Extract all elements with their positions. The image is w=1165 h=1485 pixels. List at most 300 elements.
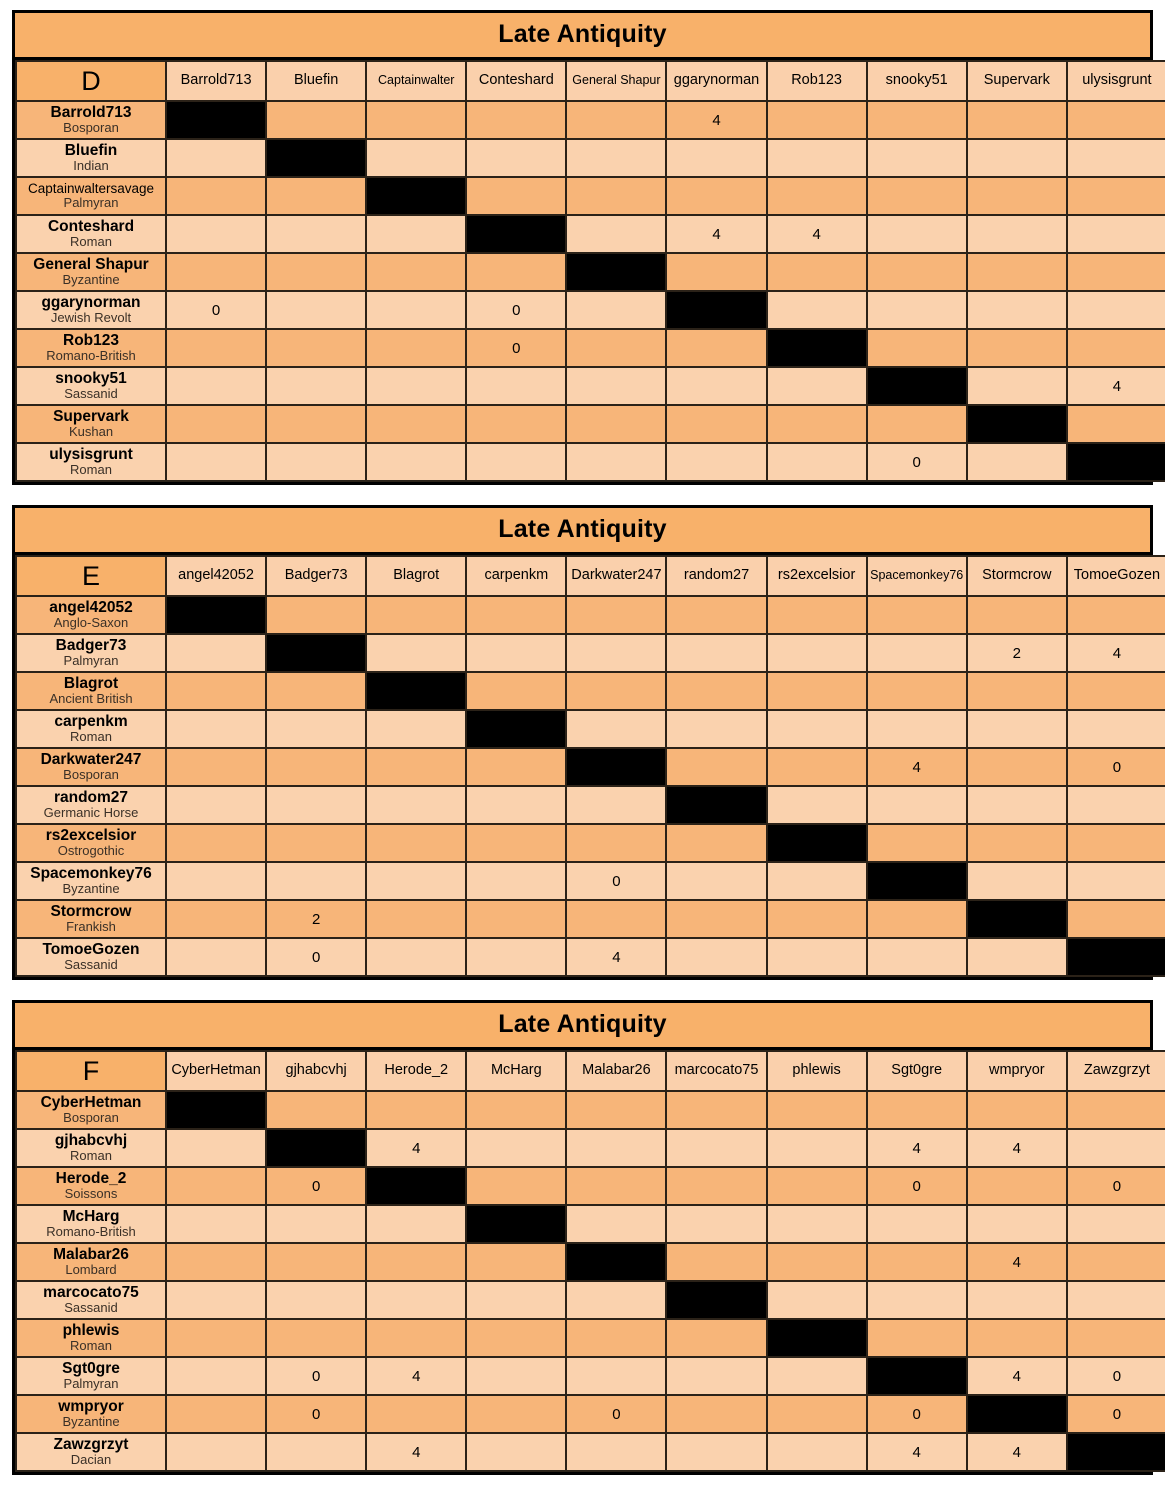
self-cell <box>266 634 366 672</box>
score-cell[interactable] <box>366 862 466 900</box>
self-cell <box>166 596 266 634</box>
score-cell[interactable] <box>366 1395 466 1433</box>
row-player-label <box>16 291 166 329</box>
score-cell[interactable] <box>566 367 666 405</box>
self-cell <box>366 177 466 215</box>
score-cell[interactable] <box>266 1243 366 1281</box>
score-cell[interactable] <box>867 1281 967 1319</box>
score-cell[interactable] <box>1067 824 1165 862</box>
row-player-label <box>16 1129 166 1167</box>
score-cell[interactable] <box>666 1205 766 1243</box>
score-cell[interactable] <box>566 1129 666 1167</box>
score-cell[interactable] <box>1067 1091 1165 1129</box>
score-cell[interactable]: 0 <box>166 291 266 329</box>
score-cell[interactable] <box>967 672 1067 710</box>
score-cell[interactable] <box>466 1243 566 1281</box>
score-cell[interactable] <box>1067 177 1165 215</box>
score-cell[interactable] <box>867 672 967 710</box>
score-cell[interactable] <box>166 215 266 253</box>
score-cell[interactable] <box>666 900 766 938</box>
score-cell[interactable] <box>967 443 1067 481</box>
score-cell[interactable]: 4 <box>666 215 766 253</box>
score-cell[interactable] <box>666 634 766 672</box>
score-cell[interactable] <box>166 862 266 900</box>
score-cell[interactable] <box>666 1167 766 1205</box>
score-cell[interactable] <box>566 291 666 329</box>
score-cell[interactable]: 4 <box>967 1357 1067 1395</box>
score-cell[interactable] <box>366 101 466 139</box>
score-cell[interactable] <box>366 291 466 329</box>
score-cell[interactable] <box>166 1357 266 1395</box>
score-cell[interactable] <box>767 710 867 748</box>
score-cell[interactable] <box>466 1167 566 1205</box>
score-cell[interactable] <box>666 367 766 405</box>
score-cell[interactable] <box>967 291 1067 329</box>
score-cell[interactable] <box>366 1281 466 1319</box>
score-cell[interactable] <box>466 367 566 405</box>
score-cell[interactable] <box>466 862 566 900</box>
score-cell[interactable] <box>566 405 666 443</box>
score-cell[interactable] <box>166 139 266 177</box>
score-cell[interactable]: 0 <box>266 1395 366 1433</box>
score-cell[interactable] <box>1067 405 1165 443</box>
score-cell[interactable] <box>666 329 766 367</box>
score-cell[interactable] <box>666 938 766 976</box>
score-cell[interactable] <box>1067 710 1165 748</box>
score-cell[interactable]: 2 <box>266 900 366 938</box>
score-cell[interactable]: 4 <box>867 748 967 786</box>
score-cell[interactable] <box>867 405 967 443</box>
score-cell[interactable]: 0 <box>266 1167 366 1205</box>
score-cell[interactable] <box>266 1319 366 1357</box>
score-cell[interactable] <box>166 1281 266 1319</box>
score-cell[interactable] <box>266 786 366 824</box>
score-cell[interactable] <box>266 1091 366 1129</box>
score-cell[interactable]: 0 <box>1067 1395 1165 1433</box>
score-cell[interactable] <box>666 710 766 748</box>
score-cell[interactable]: 4 <box>366 1129 466 1167</box>
score-cell[interactable] <box>967 1167 1067 1205</box>
score-cell[interactable] <box>967 1281 1067 1319</box>
score-cell[interactable] <box>366 596 466 634</box>
score-cell[interactable] <box>967 139 1067 177</box>
score-cell[interactable] <box>967 1205 1067 1243</box>
score-cell[interactable] <box>1067 1129 1165 1167</box>
row-player-label <box>16 862 166 900</box>
score-cell[interactable] <box>366 405 466 443</box>
score-cell[interactable]: 0 <box>867 1167 967 1205</box>
player-faction: Jewish Revolt <box>50 310 132 326</box>
player-faction: Roman <box>70 729 112 745</box>
score-cell[interactable]: 0 <box>1067 1167 1165 1205</box>
score-cell[interactable] <box>466 634 566 672</box>
score-cell[interactable]: 2 <box>967 634 1067 672</box>
score-cell[interactable] <box>266 710 366 748</box>
score-cell[interactable] <box>967 748 1067 786</box>
score-cell[interactable]: 4 <box>366 1357 466 1395</box>
score-cell[interactable] <box>867 101 967 139</box>
score-cell[interactable] <box>466 405 566 443</box>
score-cell[interactable] <box>1067 329 1165 367</box>
score-cell[interactable] <box>566 329 666 367</box>
score-cell[interactable] <box>366 710 466 748</box>
score-cell[interactable] <box>666 862 766 900</box>
score-cell[interactable] <box>566 1091 666 1129</box>
score-cell[interactable] <box>666 1243 766 1281</box>
table-row <box>16 215 1165 253</box>
score-cell[interactable]: 4 <box>967 1129 1067 1167</box>
score-cell[interactable] <box>566 596 666 634</box>
score-cell[interactable] <box>967 177 1067 215</box>
score-cell[interactable] <box>566 1433 666 1471</box>
score-cell[interactable]: 4 <box>666 101 766 139</box>
score-cell[interactable] <box>666 1091 766 1129</box>
score-cell[interactable] <box>466 824 566 862</box>
score-cell[interactable] <box>566 1205 666 1243</box>
score-cell[interactable] <box>767 862 867 900</box>
score-cell[interactable] <box>166 938 266 976</box>
score-cell[interactable]: 0 <box>466 329 566 367</box>
score-cell[interactable] <box>1067 1205 1165 1243</box>
score-cell[interactable] <box>967 596 1067 634</box>
score-cell[interactable] <box>666 253 766 291</box>
score-cell[interactable] <box>466 748 566 786</box>
score-cell[interactable] <box>867 215 967 253</box>
score-cell[interactable] <box>767 1395 867 1433</box>
score-cell[interactable]: 4 <box>1067 634 1165 672</box>
score-cell[interactable] <box>166 177 266 215</box>
score-cell[interactable] <box>666 1357 766 1395</box>
score-cell[interactable] <box>767 1205 867 1243</box>
score-cell[interactable] <box>867 1319 967 1357</box>
score-cell[interactable] <box>666 596 766 634</box>
group-letter: E <box>16 556 166 596</box>
score-cell[interactable] <box>967 862 1067 900</box>
score-cell[interactable] <box>1067 1319 1165 1357</box>
player-faction: Indian <box>73 158 109 174</box>
self-cell <box>767 329 867 367</box>
score-cell[interactable] <box>867 1243 967 1281</box>
score-cell[interactable]: 4 <box>366 1433 466 1471</box>
score-cell[interactable] <box>1067 215 1165 253</box>
score-cell[interactable] <box>1067 253 1165 291</box>
score-cell[interactable] <box>466 253 566 291</box>
score-cell[interactable] <box>266 405 366 443</box>
score-cell[interactable] <box>1067 101 1165 139</box>
score-cell[interactable] <box>166 1319 266 1357</box>
column-header: Herode_2 <box>366 1051 466 1091</box>
score-cell[interactable] <box>466 101 566 139</box>
score-cell[interactable] <box>466 672 566 710</box>
score-cell[interactable] <box>166 367 266 405</box>
score-cell[interactable] <box>166 1433 266 1471</box>
score-cell[interactable] <box>266 215 366 253</box>
score-cell[interactable] <box>466 1319 566 1357</box>
score-cell[interactable] <box>566 215 666 253</box>
score-cell[interactable] <box>967 938 1067 976</box>
score-cell[interactable] <box>867 786 967 824</box>
score-cell[interactable] <box>166 1167 266 1205</box>
score-cell[interactable] <box>266 1433 366 1471</box>
score-cell[interactable] <box>166 443 266 481</box>
score-cell[interactable] <box>166 824 266 862</box>
score-cell[interactable] <box>466 1395 566 1433</box>
score-cell[interactable] <box>566 177 666 215</box>
score-cell[interactable] <box>266 253 366 291</box>
score-cell[interactable] <box>166 900 266 938</box>
score-cell[interactable]: 0 <box>867 443 967 481</box>
score-cell[interactable] <box>566 101 666 139</box>
score-cell[interactable] <box>166 634 266 672</box>
score-cell[interactable] <box>566 1167 666 1205</box>
self-cell <box>466 1205 566 1243</box>
score-cell[interactable] <box>967 786 1067 824</box>
score-cell[interactable] <box>366 1205 466 1243</box>
score-cell[interactable] <box>967 101 1067 139</box>
score-cell[interactable] <box>266 443 366 481</box>
score-cell[interactable] <box>466 1433 566 1471</box>
score-cell[interactable] <box>967 824 1067 862</box>
score-cell[interactable] <box>967 710 1067 748</box>
score-cell[interactable] <box>967 367 1067 405</box>
table-row <box>16 786 1165 824</box>
score-cell[interactable] <box>266 177 366 215</box>
score-cell[interactable] <box>767 1281 867 1319</box>
score-cell[interactable] <box>767 786 867 824</box>
score-cell[interactable] <box>1067 139 1165 177</box>
score-cell[interactable] <box>166 1243 266 1281</box>
score-cell[interactable] <box>867 710 967 748</box>
score-cell[interactable] <box>867 900 967 938</box>
score-cell[interactable] <box>466 177 566 215</box>
score-cell[interactable]: 4 <box>967 1433 1067 1471</box>
column-header: wmpryor <box>967 1051 1067 1091</box>
score-cell[interactable] <box>466 596 566 634</box>
score-cell[interactable] <box>767 291 867 329</box>
score-cell[interactable] <box>266 824 366 862</box>
score-cell[interactable] <box>366 748 466 786</box>
score-cell[interactable] <box>466 1129 566 1167</box>
score-cell[interactable] <box>266 367 366 405</box>
score-cell[interactable] <box>666 177 766 215</box>
score-cell[interactable] <box>666 139 766 177</box>
score-cell[interactable] <box>466 786 566 824</box>
score-cell[interactable] <box>166 748 266 786</box>
score-cell[interactable] <box>266 1281 366 1319</box>
player-faction: Roman <box>70 1148 112 1164</box>
score-cell[interactable] <box>466 1281 566 1319</box>
score-cell[interactable] <box>266 1205 366 1243</box>
score-cell[interactable] <box>767 1091 867 1129</box>
self-cell <box>566 253 666 291</box>
score-cell[interactable] <box>566 710 666 748</box>
score-cell[interactable] <box>366 824 466 862</box>
table-row <box>16 329 1165 367</box>
score-cell[interactable] <box>767 672 867 710</box>
score-cell[interactable] <box>366 139 466 177</box>
score-cell[interactable]: 0 <box>566 862 666 900</box>
score-cell[interactable]: 4 <box>867 1433 967 1471</box>
score-cell[interactable] <box>867 596 967 634</box>
score-cell[interactable] <box>1067 1243 1165 1281</box>
score-cell[interactable] <box>466 1357 566 1395</box>
score-cell[interactable] <box>1067 596 1165 634</box>
score-cell[interactable]: 4 <box>566 938 666 976</box>
score-cell[interactable] <box>566 634 666 672</box>
score-cell[interactable] <box>466 1091 566 1129</box>
score-cell[interactable] <box>166 710 266 748</box>
score-cell[interactable]: 4 <box>1067 367 1165 405</box>
score-cell[interactable] <box>166 1395 266 1433</box>
score-cell[interactable] <box>767 1433 867 1471</box>
score-cell[interactable]: 0 <box>1067 748 1165 786</box>
score-cell[interactable] <box>1067 900 1165 938</box>
score-cell[interactable] <box>767 1357 867 1395</box>
score-cell[interactable] <box>566 786 666 824</box>
score-cell[interactable] <box>366 329 466 367</box>
score-cell[interactable] <box>867 253 967 291</box>
score-cell[interactable] <box>366 786 466 824</box>
score-cell[interactable] <box>867 634 967 672</box>
score-cell[interactable] <box>867 938 967 976</box>
score-cell[interactable] <box>867 177 967 215</box>
score-cell[interactable] <box>767 1129 867 1167</box>
score-cell[interactable]: 0 <box>266 1357 366 1395</box>
score-cell[interactable] <box>166 329 266 367</box>
score-cell[interactable] <box>566 443 666 481</box>
score-cell[interactable] <box>366 1243 466 1281</box>
score-cell[interactable] <box>767 1243 867 1281</box>
score-cell[interactable] <box>867 1091 967 1129</box>
score-cell[interactable] <box>266 748 366 786</box>
score-cell[interactable] <box>767 367 867 405</box>
score-cell[interactable] <box>767 253 867 291</box>
score-cell[interactable] <box>166 786 266 824</box>
score-cell[interactable] <box>767 634 867 672</box>
score-cell[interactable] <box>466 900 566 938</box>
score-cell[interactable] <box>566 1319 666 1357</box>
score-cell[interactable] <box>666 1319 766 1357</box>
score-cell[interactable] <box>1067 291 1165 329</box>
score-cell[interactable]: 4 <box>867 1129 967 1167</box>
score-cell[interactable] <box>566 1357 666 1395</box>
score-cell[interactable] <box>967 1091 1067 1129</box>
player-name: marcocato75 <box>43 1284 139 1302</box>
score-cell[interactable] <box>366 253 466 291</box>
matchup-matrix <box>15 60 1165 482</box>
score-cell[interactable]: 0 <box>466 291 566 329</box>
score-cell[interactable]: 0 <box>867 1395 967 1433</box>
score-cell[interactable] <box>767 596 867 634</box>
score-cell[interactable]: 0 <box>566 1395 666 1433</box>
column-header: Zawzgrzyt <box>1067 1051 1165 1091</box>
score-cell[interactable] <box>666 748 766 786</box>
score-cell[interactable] <box>767 900 867 938</box>
score-cell[interactable] <box>967 1319 1067 1357</box>
score-cell[interactable] <box>466 938 566 976</box>
score-cell[interactable] <box>867 1205 967 1243</box>
score-cell[interactable] <box>767 748 867 786</box>
score-cell[interactable] <box>366 1319 466 1357</box>
score-cell[interactable] <box>767 405 867 443</box>
score-cell[interactable] <box>867 824 967 862</box>
score-cell[interactable] <box>366 443 466 481</box>
score-cell[interactable] <box>166 253 266 291</box>
score-cell[interactable] <box>1067 672 1165 710</box>
score-cell[interactable] <box>366 900 466 938</box>
score-cell[interactable] <box>566 824 666 862</box>
score-cell[interactable] <box>566 139 666 177</box>
score-cell[interactable] <box>266 862 366 900</box>
score-cell[interactable] <box>867 139 967 177</box>
score-cell[interactable] <box>266 329 366 367</box>
score-cell[interactable] <box>266 596 366 634</box>
row-player-label <box>16 710 166 748</box>
score-cell[interactable] <box>767 1167 867 1205</box>
score-cell[interactable]: 4 <box>967 1243 1067 1281</box>
score-cell[interactable] <box>767 177 867 215</box>
score-cell[interactable] <box>666 1433 766 1471</box>
score-cell[interactable]: 4 <box>767 215 867 253</box>
score-cell[interactable] <box>266 101 366 139</box>
score-cell[interactable] <box>266 672 366 710</box>
score-cell[interactable] <box>767 938 867 976</box>
player-faction: Sassanid <box>64 957 118 973</box>
score-cell[interactable] <box>666 443 766 481</box>
score-cell[interactable] <box>166 1205 266 1243</box>
table-row <box>16 101 1165 139</box>
self-cell <box>767 824 867 862</box>
score-cell[interactable] <box>1067 1281 1165 1319</box>
score-cell[interactable] <box>767 139 867 177</box>
player-faction: Palmyran <box>63 195 119 211</box>
score-cell[interactable] <box>1067 862 1165 900</box>
table-block-d <box>12 10 1153 485</box>
score-cell[interactable] <box>967 215 1067 253</box>
score-cell[interactable] <box>666 824 766 862</box>
score-cell[interactable] <box>666 1395 766 1433</box>
header-row <box>16 556 1165 596</box>
score-cell[interactable] <box>566 900 666 938</box>
score-cell[interactable] <box>366 1091 466 1129</box>
score-cell[interactable] <box>666 1129 766 1167</box>
score-cell[interactable] <box>166 672 266 710</box>
score-cell[interactable] <box>266 291 366 329</box>
player-faction: Sassanid <box>64 1300 118 1316</box>
score-cell[interactable] <box>366 215 466 253</box>
score-cell[interactable] <box>767 101 867 139</box>
score-cell[interactable] <box>867 329 967 367</box>
score-cell[interactable] <box>767 443 867 481</box>
score-cell[interactable] <box>967 329 1067 367</box>
score-cell[interactable] <box>666 405 766 443</box>
score-cell[interactable] <box>366 634 466 672</box>
score-cell[interactable] <box>1067 786 1165 824</box>
score-cell[interactable] <box>366 367 466 405</box>
score-cell[interactable] <box>166 1129 266 1167</box>
score-cell[interactable]: 0 <box>1067 1357 1165 1395</box>
score-cell[interactable]: 0 <box>266 938 366 976</box>
score-cell[interactable] <box>967 253 1067 291</box>
score-cell[interactable] <box>466 139 566 177</box>
score-cell[interactable] <box>867 291 967 329</box>
score-cell[interactable] <box>566 1281 666 1319</box>
score-cell[interactable] <box>366 938 466 976</box>
score-cell[interactable] <box>666 672 766 710</box>
score-cell[interactable] <box>166 405 266 443</box>
score-cell[interactable] <box>566 672 666 710</box>
score-cell[interactable] <box>466 443 566 481</box>
